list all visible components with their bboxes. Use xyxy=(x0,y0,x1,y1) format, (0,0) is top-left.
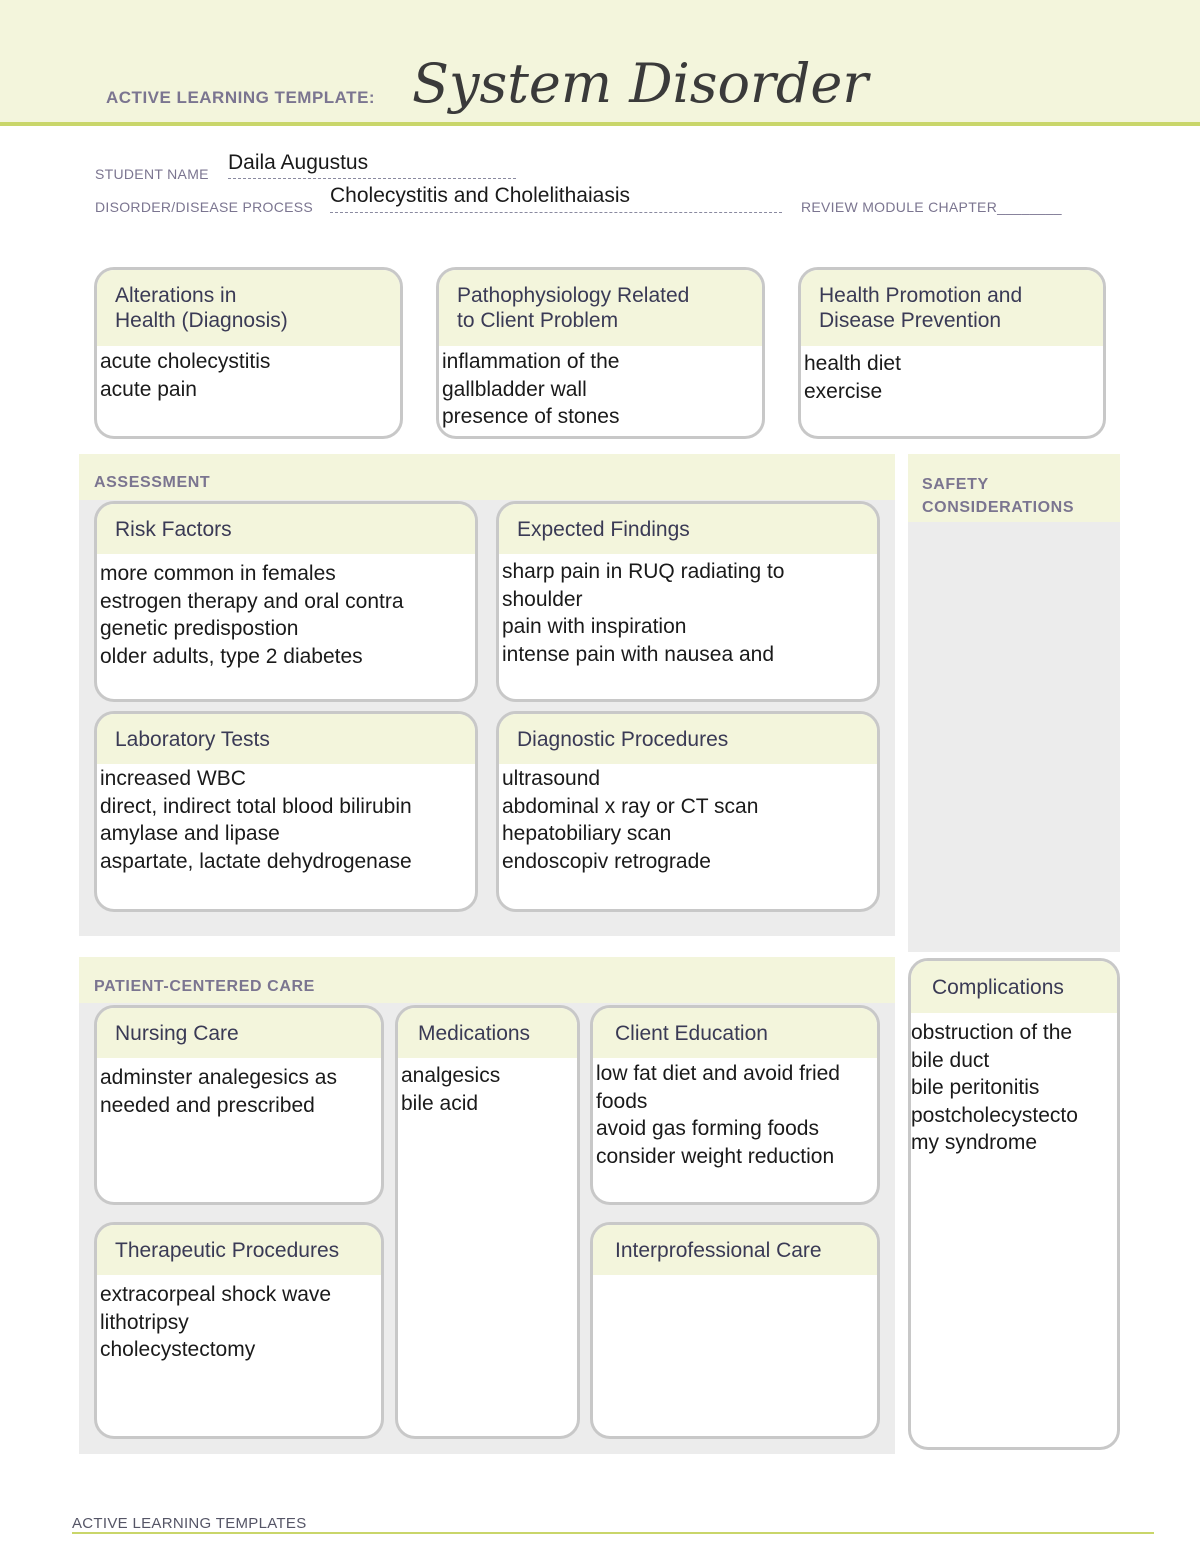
therapeutic-procedures-heading: Therapeutic Procedures xyxy=(97,1225,381,1275)
interprofessional-care-heading: Interprofessional Care xyxy=(593,1225,877,1275)
complications-body[interactable]: obstruction of the bile duct bile peritonitis postcholecystecto my syndrome xyxy=(911,1021,1078,1154)
health-promotion-card xyxy=(798,267,1106,439)
complications-card xyxy=(908,958,1120,1450)
footer-rule xyxy=(72,1532,1154,1534)
nursing-care-heading: Nursing Care xyxy=(97,1008,381,1058)
footer-text: ACTIVE LEARNING TEMPLATES xyxy=(72,1515,307,1532)
risk-factors-card xyxy=(94,501,478,702)
therapeutic-procedures-body[interactable]: extracorpeal shock wave lithotripsy cholecystectomy xyxy=(100,1283,332,1361)
review-module-blank[interactable]: ________ xyxy=(997,199,1062,215)
client-education-body[interactable]: low fat diet and avoid fried foods avoid gas forming foods consider weight reduction xyxy=(596,1062,840,1168)
risk-factors-body[interactable]: more common in females estrogen therapy and oral contra genetic predispostion older adults, type 2 diabetes xyxy=(100,562,404,668)
student-name-value[interactable]: Daila Augustus xyxy=(228,151,369,174)
disorder-value[interactable]: Cholecystitis and Cholelithaiasis xyxy=(330,184,630,207)
interprofessional-care-card xyxy=(590,1222,880,1439)
expected-findings-card xyxy=(496,501,880,702)
nursing-care-card xyxy=(94,1005,384,1205)
nursing-care-body[interactable]: adminster analegesics as needed and prescribed xyxy=(100,1066,337,1117)
safety-panel[interactable] xyxy=(908,454,1120,952)
diagnostic-procedures-card xyxy=(496,711,880,912)
health-promotion-heading: Health Promotion and Disease Prevention xyxy=(801,270,1103,346)
health-promotion-body[interactable]: health diet exercise xyxy=(804,352,901,403)
alterations-heading: Alterations in Health (Diagnosis) xyxy=(97,270,400,346)
expected-findings-body[interactable]: sharp pain in RUQ radiating to shoulder pain with inspiration intense pain with nausea and xyxy=(502,560,785,666)
template-label: ACTIVE LEARNING TEMPLATE: xyxy=(106,88,376,107)
alterations-body[interactable]: acute cholecystitis acute pain xyxy=(100,350,271,401)
safety-title: SAFETY CONSIDERATIONS xyxy=(922,476,1075,516)
interprofessional-care-body[interactable] xyxy=(593,1275,877,1277)
diagnostic-procedures-body[interactable]: ultrasound abdominal x ray or CT scan hepatobiliary scan endoscopiv retrograde xyxy=(502,767,759,873)
diagnostic-procedures-heading: Diagnostic Procedures xyxy=(499,714,877,764)
therapeutic-procedures-card xyxy=(94,1222,384,1439)
client-education-heading: Client Education xyxy=(593,1008,877,1058)
laboratory-tests-card xyxy=(94,711,478,912)
disorder-label: DISORDER/DISEASE PROCESS xyxy=(95,199,314,215)
page-title: System Disorder xyxy=(412,52,869,115)
pathophysiology-body[interactable]: inflammation of the gallbladder wall presence of stones xyxy=(442,350,620,428)
pathophysiology-card xyxy=(436,267,765,439)
patient-care-title: PATIENT-CENTERED CARE xyxy=(94,978,315,995)
header-rule xyxy=(0,122,1200,126)
laboratory-tests-body[interactable]: increased WBC direct, indirect total blood bilirubin amylase and lipase aspartate, lactate dehydrogenase xyxy=(100,767,412,873)
assessment-title: ASSESSMENT xyxy=(94,474,211,491)
medications-card xyxy=(395,1005,580,1439)
alterations-card xyxy=(94,267,403,439)
review-module-label: REVIEW MODULE CHAPTER________ xyxy=(801,199,1062,215)
risk-factors-heading: Risk Factors xyxy=(97,504,475,554)
pathophysiology-heading: Pathophysiology Related to Client Problem xyxy=(439,270,762,346)
complications-heading: Complications xyxy=(911,961,1117,1013)
client-education-card xyxy=(590,1005,880,1205)
disorder-underline xyxy=(330,212,782,213)
expected-findings-heading: Expected Findings xyxy=(499,504,877,554)
student-name-label: STUDENT NAME xyxy=(95,166,209,182)
laboratory-tests-heading: Laboratory Tests xyxy=(97,714,475,764)
medications-heading: Medications xyxy=(398,1008,577,1058)
student-name-underline xyxy=(228,178,516,179)
medications-body[interactable]: analgesics bile acid xyxy=(401,1064,501,1115)
